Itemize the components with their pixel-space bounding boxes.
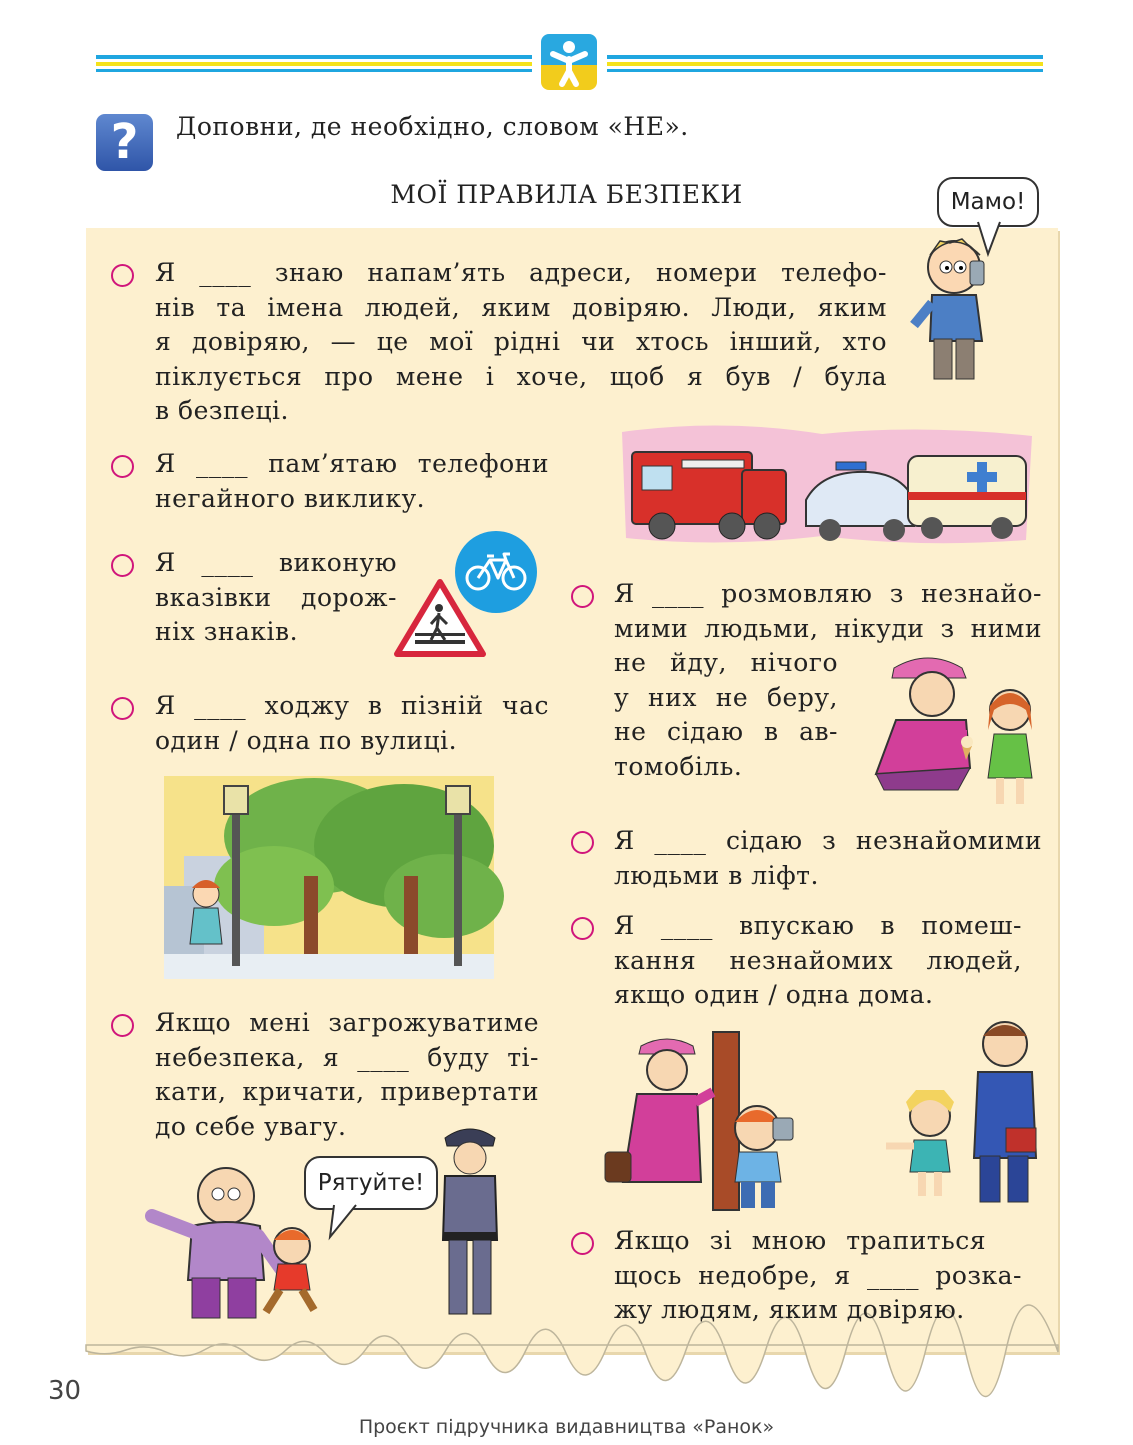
rule-line: я довіряю, — це мої рідні чи хтось інший, хто <box>155 327 887 356</box>
rule-line: Я ____ сідаю з незнайомими <box>614 826 1042 855</box>
mom-bubble-text: Мамо! <box>950 189 1026 215</box>
header-stripe-blue-left-2 <box>96 69 532 72</box>
rule-line: в безпеці. <box>155 396 289 425</box>
rule-line: до себе увагу. <box>155 1111 347 1141</box>
stranger-at-door-illustration <box>605 1032 805 1212</box>
rule-3-text <box>155 546 397 650</box>
rule-line: негайного виклику. <box>155 483 426 513</box>
rule-7-bullet[interactable] <box>571 831 594 854</box>
rule-6-bullet[interactable] <box>571 585 594 608</box>
rule-line: не сідаю в ав- <box>614 717 838 746</box>
boy-calling-illustration <box>910 233 1010 383</box>
rule-line: Я ____ розмовляю з незнайо- <box>614 579 1042 608</box>
rule-line: Я ____ виконую <box>155 548 397 577</box>
question-icon: ? <box>96 114 153 171</box>
rule-line: ніх знаків. <box>155 617 299 646</box>
rule-line: небезпека, я ____ буду ті- <box>155 1042 539 1072</box>
rule-2-bullet[interactable] <box>111 455 134 478</box>
rule-line: не йду, нічого <box>614 648 838 677</box>
rule-line: людьми в ліфт. <box>614 860 819 890</box>
help-bubble-tail <box>330 1205 370 1245</box>
rule-line: мими людьми, нікуди з ними <box>614 613 1042 643</box>
rule-line: Я ____ ходжу в пізній час <box>155 691 549 720</box>
pedestrian-crossing-sign-icon <box>393 578 487 658</box>
header-stripe-blue-right-2 <box>607 69 1043 72</box>
rule-line: кати, кричати, привертати <box>155 1077 539 1106</box>
rule-line: піклується про мене і хоче, щоб я був / була <box>155 361 887 391</box>
rule-2-text <box>155 447 549 516</box>
page-title: МОЇ ПРАВИЛА БЕЗПЕКИ <box>390 180 743 209</box>
stranger-grabbing-boy-illustration <box>142 1160 332 1320</box>
rule-1-text <box>155 256 887 429</box>
instruction-text: Доповни, де необхідно, словом «НЕ». <box>176 112 689 141</box>
rule-line: вказівки дорож- <box>155 582 397 612</box>
rule-9-bullet[interactable] <box>571 1232 594 1255</box>
rule-4-bullet[interactable] <box>111 697 134 720</box>
rule-line: щось недобре, я ____ розка- <box>614 1260 1022 1290</box>
rule-line: Якщо мені загрожуватиме <box>155 1008 539 1037</box>
footer-text: Проєкт підручника видавництва «Ранок» <box>358 1416 775 1438</box>
rule-line: Якщо зі мною трапиться <box>614 1226 986 1255</box>
rule-line: один / одна по вулиці. <box>155 725 458 755</box>
rule-line: кання незнайомих людей, <box>614 945 1022 975</box>
girl-with-father-illustration <box>880 1018 1050 1208</box>
rule-line: жу людям, яким довіряю. <box>614 1295 965 1324</box>
rule-line: нів та імена людей, яким довіряю. Люди, яким <box>155 292 887 322</box>
rule-line: Я ____ пам’ятаю телефони <box>155 449 549 478</box>
rule-5-bullet[interactable] <box>111 1014 134 1037</box>
rule-3-bullet[interactable] <box>111 554 134 577</box>
header-stripe-yellow-right <box>607 62 1043 66</box>
child-icon <box>541 34 597 90</box>
rule-8-bullet[interactable] <box>571 917 594 940</box>
rule-line: Я ____ впускаю в помеш- <box>614 911 1022 940</box>
rule-8-text <box>614 909 1022 1013</box>
rule-7-text <box>614 824 1042 893</box>
police-officer-illustration <box>435 1120 505 1320</box>
header-stripe-yellow-left <box>96 62 532 66</box>
rule-1-bullet[interactable] <box>111 264 134 287</box>
help-bubble-text: Рятуйте! <box>317 1170 425 1196</box>
paper-torn-edge <box>86 1345 1058 1359</box>
rule-line: якщо один / одна дома. <box>614 980 934 1009</box>
rule-4-text <box>155 689 549 758</box>
rule-9-text <box>614 1224 1022 1328</box>
emergency-vehicles-illustration <box>622 422 1032 550</box>
stranger-offering-icecream-illustration <box>866 650 1046 810</box>
evening-park-illustration <box>164 776 494 979</box>
rule-line: у них не беру, <box>614 682 838 712</box>
header-stripe-blue-right <box>607 55 1043 59</box>
header-stripe-blue-left <box>96 55 532 59</box>
rule-line: томобіль. <box>614 751 743 781</box>
page-number: 30 <box>48 1376 82 1406</box>
rule-line: Я ____ знаю напам’ять адреси, номери телефо- <box>155 258 887 287</box>
